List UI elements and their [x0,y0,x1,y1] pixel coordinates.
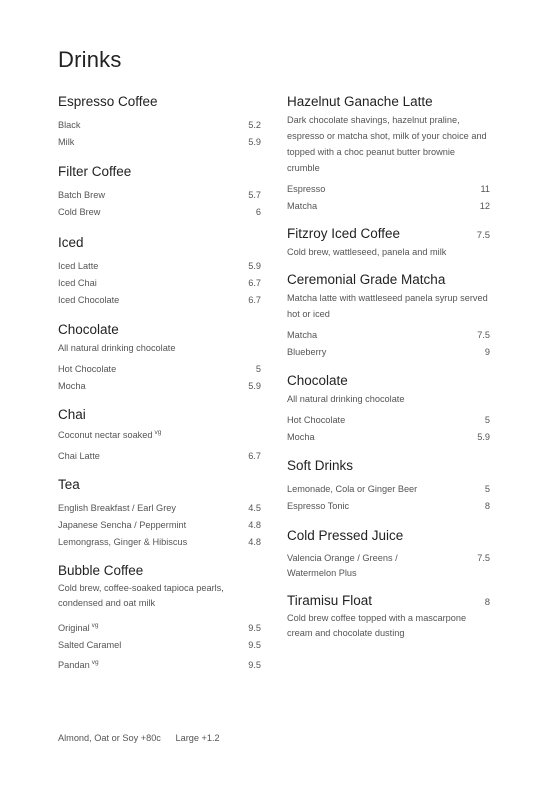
section-chocolate-right [287,373,490,446]
menu-item: Black 5.2 [58,120,261,130]
section-description: All natural drinking chocolate [58,343,176,353]
section-fitzroy-iced-coffee [287,226,490,260]
section-title: Iced [58,235,84,250]
section-title: Tiramisu Float [287,593,373,608]
menu-item: Matcha 12 [287,201,490,211]
milk-option-note: Almond, Oat or Soy +80c [58,733,161,743]
section-title: Chai [58,407,86,422]
section-tea [58,477,261,551]
menu-item: Cold Brew 6 [58,207,261,217]
section-title: Hazelnut Ganache Latte [287,94,433,109]
section-filter-coffee [58,164,261,221]
large-size-note: Large +1.2 [175,733,220,743]
menu-item: Hot Chocolate 5 [58,364,261,374]
left-column [58,94,261,674]
section-iced [58,235,261,309]
section-title: Chocolate [58,322,119,337]
vegan-tag: vg [91,622,99,630]
section-title: Espresso Coffee [58,94,158,109]
section-espresso-coffee [58,94,261,151]
vegan-tag: vg [91,659,99,667]
section-description: Matcha latte with wattleseed panela syrup served hot or iced [287,293,488,319]
menu-item: Original $^{vg}$ 9.5 [58,622,261,634]
menu-item: Mocha 5.9 [287,432,490,442]
footer-notes [58,733,220,743]
menu-item: Iced Latte 5.9 [58,261,261,271]
menu-item: Iced Chai 6.7 [58,278,261,288]
section-soft-drinks [287,458,490,515]
section-tiramisu-float [287,593,490,641]
menu-item: Lemonade, Cola or Ginger Beer 5 [287,484,490,494]
section-bubble-coffee [58,563,261,674]
section-title: Chocolate [287,373,348,388]
menu-item: Valencia Orange / Greens / Watermelon Plus 7.5 [287,553,490,578]
menu-item: Japanese Sencha / Peppermint 4.8 [58,520,261,531]
section-description: All natural drinking chocolate [287,394,405,404]
menu-item: Salted Caramel 9.5 [58,640,261,651]
section-title: Fitzroy Iced Coffee [287,226,401,241]
section-ceremonial-grade-matcha [287,272,490,361]
right-column [287,94,490,641]
menu-item: Mocha 5.9 [58,381,261,391]
section-chai [58,407,261,465]
menu-item: Iced Chocolate 6.7 [58,295,261,305]
section-title: Ceremonial Grade Matcha [287,272,446,287]
menu-item: Matcha 7.5 [287,330,490,340]
menu-item: Espresso 11 [287,184,490,194]
menu-item: Chai Latte 6.7 [58,451,261,462]
section-title: Soft Drinks [287,458,354,473]
section-cold-pressed-juice [287,528,490,581]
section-price: 8 [484,597,490,608]
menu-item: Hot Chocolate 5 [287,415,490,425]
menu-item: Espresso Tonic 8 [287,501,490,511]
section-title: Cold Pressed Juice [287,528,404,543]
menu-item: Batch Brew 5.7 [58,190,261,200]
menu-item: English Breakfast / Earl Grey 4.5 [58,503,261,514]
menu-item: Blueberry 9 [287,347,490,357]
vegan-tag: vg [154,429,162,436]
section-title: Filter Coffee [58,164,132,179]
page-title: Drinks [58,47,122,72]
menu-item: Lemongrass, Ginger & Hibiscus 4.8 [58,537,261,548]
section-hazelnut-ganache-latte [287,94,490,215]
section-description: Cold brew, wattleseed, panela and milk [287,247,447,257]
section-description: Cold brew, coffee-soaked tapioca pearls, condensed and oat milk [58,583,224,609]
section-price: 7.5 [476,230,490,241]
menu-item: Pandan $^{vg}$ 9.5 [58,659,261,671]
section-description: Dark chocolate shavings, hazelnut praline, espresso or matcha shot, milk of your choice and topped with a choc peanut butter brownie crumble [287,115,487,173]
menu-item: Milk 5.9 [58,137,261,147]
section-title: Tea [58,477,80,493]
section-chocolate [58,322,261,395]
section-description: Cold brew coffee topped with a mascarpone cream and chocolate dusting [287,613,467,638]
section-title: Bubble Coffee [58,563,144,579]
section-description: Coconut nectar soaked $^{vg}$ [58,429,162,441]
